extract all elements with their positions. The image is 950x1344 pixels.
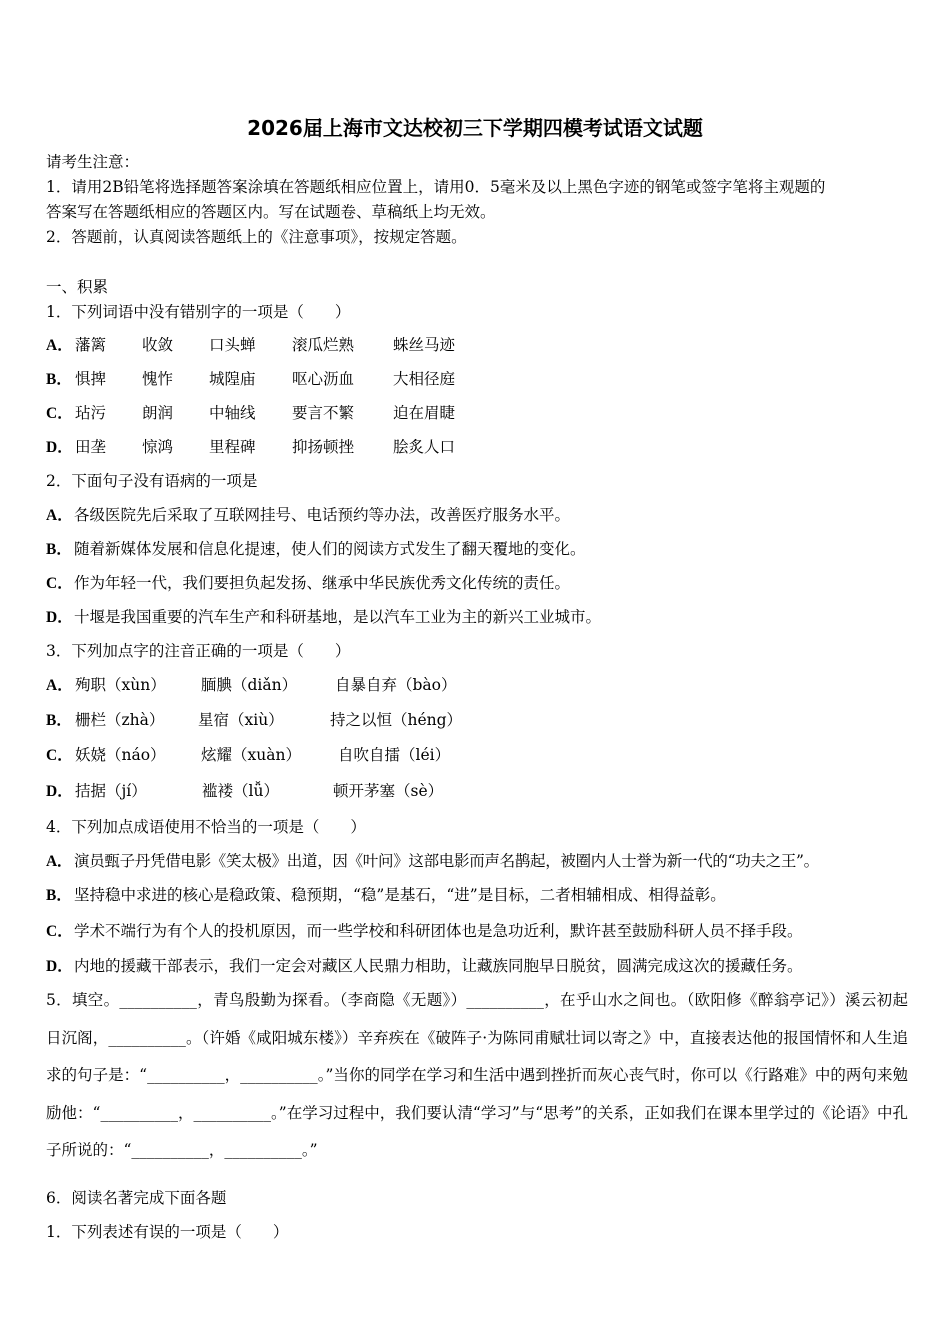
question-stem: 4．下列加点成语使用不恰当的一项是（ ）: [46, 818, 366, 836]
pinyin-item: 殉职（xùn）: [75, 676, 166, 694]
word: 中轴线: [209, 404, 256, 422]
word: 收敛: [142, 336, 174, 354]
option-text: 各级医院先后采取了互联网挂号、电话预约等办法，改善医疗服务水平。: [74, 506, 571, 524]
pinyin-item: 顿开茅塞（sè）: [333, 782, 444, 800]
word: 藩篱: [75, 336, 107, 354]
option-row: [46, 539, 586, 560]
word: 口头蝉: [209, 336, 256, 354]
option-row: [46, 710, 496, 730]
option-label: C．: [46, 575, 73, 592]
question-stem: 3．下列加点字的注音正确的一项是（ ）: [46, 642, 351, 660]
question-stem: 6．阅读名著完成下面各题: [46, 1189, 227, 1207]
pinyin-item: 栅栏（zhà）: [75, 711, 165, 729]
option-label: C．: [46, 747, 73, 764]
option-label: B．: [46, 371, 72, 388]
question-stem: 2．下面句子没有语病的一项是: [46, 472, 258, 490]
option-row: [46, 745, 496, 765]
word: 要言不繁: [292, 404, 355, 422]
option-label: A．: [46, 677, 73, 694]
option-label: A．: [46, 337, 73, 354]
sub-question-stem: 1．下列表述有误的一项是（ ）: [46, 1223, 289, 1241]
option-label: C．: [46, 923, 73, 940]
option-row: [46, 369, 496, 389]
word: 愧怍: [142, 370, 174, 388]
section-heading: 一、积累: [46, 278, 109, 296]
word: 朗润: [142, 404, 174, 422]
option-text: 坚持稳中求进的核心是稳政策、稳预期，“稳”是基石，“进”是目标，二者相辅相成、相得益彰。: [74, 886, 726, 904]
pinyin-item: 妖娆（náo）: [75, 746, 166, 764]
pinyin-item: 炫耀（xuàn）: [201, 746, 301, 764]
word: 滚瓜烂熟: [292, 336, 355, 354]
option-row: [46, 956, 803, 977]
word: 抑扬顿挫: [292, 438, 355, 456]
option-label: D．: [46, 609, 73, 626]
word: 城隍庙: [209, 370, 256, 388]
page-title: 2026届上海市文达校初三下学期四模考试语文试题: [247, 116, 703, 140]
word: 大相径庭: [393, 370, 456, 388]
word: 迫在眉睫: [393, 404, 456, 422]
word: 玷污: [75, 404, 107, 422]
word: 蛛丝马迹: [393, 336, 456, 354]
option-text: 演员甄子丹凭借电影《笑太极》出道，因《叶问》这部电影而声名鹊起，被圈内人士誉为新一代的“功夫之王”。: [74, 852, 819, 870]
option-text: 内地的援藏干部表示，我们一定会对藏区人民鼎力相助，让藏族同胞早日脱贫，圆满完成这次的援藏任务。: [74, 957, 803, 975]
option-label: D．: [46, 958, 73, 975]
pinyin-item: 褴褛（lǚ）: [202, 782, 279, 800]
option-label: A．: [46, 853, 73, 870]
word: 惊鸿: [142, 438, 174, 456]
word: 呕心沥血: [292, 370, 355, 388]
notice-heading: 请考生注意：: [46, 153, 140, 171]
pinyin-item: 自吹自擂（léi）: [338, 746, 451, 764]
pinyin-item: 拮据（jí）: [75, 782, 147, 800]
option-label: A．: [46, 507, 73, 524]
notice-line: 1．请用2B铅笔将选择题答案涂填在答题纸相应位置上，请用0．5毫米及以上黑色字迹的钢笔或签字笔将主观题的: [46, 178, 826, 196]
pinyin-item: 星宿（xiù）: [198, 711, 284, 729]
option-row: [46, 403, 496, 423]
option-row: [46, 885, 726, 906]
pinyin-item: 持之以恒（héng）: [330, 711, 463, 729]
option-row: [46, 335, 496, 355]
word: 田垄: [75, 438, 107, 456]
option-text: 作为年轻一代，我们要担负起发扬、继承中华民族优秀文化传统的责任。: [74, 574, 571, 592]
pinyin-item: 腼腆（diǎn）: [201, 676, 298, 694]
option-row: [46, 675, 496, 695]
word: 里程碑: [209, 438, 256, 456]
word: 脍炙人口: [393, 438, 456, 456]
option-label: C．: [46, 405, 73, 422]
option-row: [46, 505, 570, 526]
notice-line: 2．答题前，认真阅读答题纸上的《注意事项》，按规定答题。: [46, 228, 467, 246]
option-row: [46, 851, 819, 872]
word: 惧捭: [75, 370, 107, 388]
pinyin-item: 自暴自弃（bào）: [335, 676, 457, 694]
option-row: [46, 437, 496, 457]
option-label: D．: [46, 783, 73, 800]
option-row: [46, 607, 601, 628]
option-row: [46, 573, 570, 594]
option-label: B．: [46, 887, 72, 904]
option-text: 随着新媒体发展和信息化提速，使人们的阅读方式发生了翻天覆地的变化。: [74, 540, 586, 558]
question-stem: 1．下列词语中没有错别字的一项是（ ）: [46, 303, 351, 321]
option-text: 十堰是我国重要的汽车生产和科研基地，是以汽车工业为主的新兴工业城市。: [74, 608, 602, 626]
option-label: B．: [46, 712, 72, 729]
option-row: [46, 921, 803, 942]
notice-line: 答案写在答题纸相应的答题区内。写在试题卷、草稿纸上均无效。: [46, 203, 496, 221]
option-label: D．: [46, 439, 73, 456]
fill-in-question: 5．填空。__________，青鸟殷勤为探看。（李商隐《无题》）__________，在乎山水之间也。（欧阳修《醉翁亭记》）溪云初起日沉阁，__________。（许婚《咸阳城东楼》）辛弃疾在《破阵子·为陈同甫赋壮词以寄之》中，直接表达他的报国情怀和人生追求的句子是：“__________，__________。”当你的同学在学习和生活中遇到挫折而灰心丧气时，你可以《行路难》中的两句来勉励他：“__________，__________。”在学习过程中，我们要认清“学习”与“思考”的关系，正如我们在课本里学过的《论语》中孔子所说的：“__________，__________。”: [46, 991, 908, 1159]
option-label: B．: [46, 541, 72, 558]
option-row: [46, 781, 496, 801]
option-text: 学术不端行为有个人的投机原因，而一些学校和科研团体也是急功近利，默许甚至鼓励科研人员不择手段。: [74, 922, 803, 940]
